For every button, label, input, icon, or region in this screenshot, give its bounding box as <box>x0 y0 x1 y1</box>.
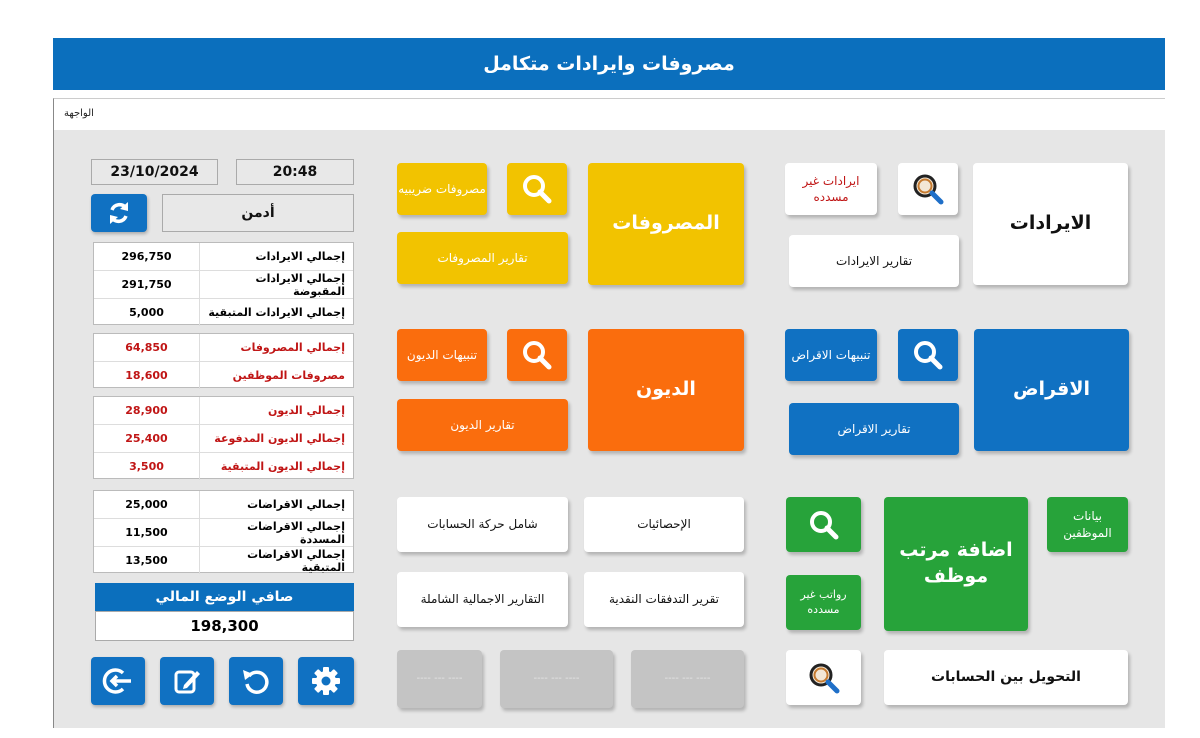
loan-alerts-button[interactable]: تنبيهات الاقراض <box>785 329 877 381</box>
debt-reports-button[interactable]: تقارير الديون <box>397 399 568 451</box>
loans-button[interactable]: الاقراض <box>974 329 1129 451</box>
expense-reports-button[interactable]: تقارير المصروفات <box>397 232 568 284</box>
search-salaries-button[interactable] <box>786 497 861 552</box>
stat-label: إجمالي المصروفات <box>240 341 345 354</box>
logout-icon <box>101 664 135 698</box>
employee-data-button[interactable]: بيانات الموظفين <box>1047 497 1128 552</box>
tab-main[interactable]: الواجهة <box>64 108 94 119</box>
add-salary-button[interactable]: اضافة مرتب موظف <box>884 497 1028 631</box>
stat-value: 25,400 <box>94 425 200 452</box>
unpaid-revenues-button[interactable]: ايرادات غير مسدده <box>785 163 877 215</box>
net-position-value: 198,300 <box>95 611 354 641</box>
revenue-stats <box>93 242 354 325</box>
search-icon <box>806 660 842 696</box>
overall-reports-button[interactable]: التقارير الاجمالية الشاملة <box>397 572 568 627</box>
edit-icon <box>171 665 203 697</box>
loan-stats <box>93 490 354 573</box>
stat-row <box>94 271 353 299</box>
debt-alerts-button[interactable]: تنبيهات الديون <box>397 329 487 381</box>
stat-label: إجمالي الاقراضات المسددة <box>247 519 345 546</box>
stat-label: إجمالي الايرادات المتبقية <box>208 306 345 319</box>
search-loans-button[interactable] <box>898 329 958 381</box>
expenses-button[interactable]: المصروفات <box>588 163 744 285</box>
stat-row <box>94 397 353 425</box>
search-revenues-button[interactable] <box>898 163 958 215</box>
debts-button[interactable]: الديون <box>588 329 744 451</box>
revenues-button[interactable]: الايرادات <box>973 163 1128 285</box>
stat-row <box>94 453 353 480</box>
stat-label: إجمالي الايرادات <box>255 250 345 263</box>
stat-row <box>94 243 353 271</box>
stat-value: 25,000 <box>94 491 200 518</box>
transfer-accounts-button[interactable]: التحويل بين الحسابات <box>884 650 1128 705</box>
stat-row <box>94 334 353 362</box>
loan-reports-button[interactable]: تقارير الاقراض <box>789 403 959 455</box>
stat-row <box>94 491 353 519</box>
stat-label: إجمالي الديون المتبقية <box>220 460 345 473</box>
stat-value: 18,600 <box>94 362 200 389</box>
gear-icon <box>309 664 343 698</box>
date-display: 23/10/2024 <box>91 159 218 185</box>
stat-label: مصروفات الموظفين <box>232 369 345 382</box>
stat-value: 296,750 <box>94 243 200 270</box>
time-display: 20:48 <box>236 159 354 185</box>
app-title-bar <box>53 38 1165 90</box>
tab-bar <box>53 98 1165 130</box>
search-icon <box>520 172 554 206</box>
stat-value: 28,900 <box>94 397 200 424</box>
tax-expenses-button[interactable]: مصروفات ضريبيه <box>397 163 487 215</box>
stat-label: إجمالي الاقراضات <box>247 498 345 511</box>
search-icon <box>520 338 554 372</box>
undo-button[interactable] <box>229 657 283 705</box>
stat-label: إجمالي الديون <box>268 404 345 417</box>
stat-value: 64,850 <box>94 334 200 361</box>
unpaid-salaries-button[interactable]: رواتب غير مسدده <box>786 575 861 630</box>
stat-label: إجمالي الايرادات المقبوضة <box>255 271 345 298</box>
net-position-label: صافي الوضع المالي <box>95 583 354 611</box>
stat-row <box>94 362 353 389</box>
search-icon <box>911 338 945 372</box>
search-expenses-button[interactable] <box>507 163 567 215</box>
expense-stats <box>93 333 354 388</box>
stat-row <box>94 299 353 326</box>
stat-label: إجمالي الديون المدفوعة <box>214 432 345 445</box>
revenue-reports-button[interactable]: تقارير الايرادات <box>789 235 959 287</box>
search-transfers-button[interactable] <box>786 650 861 705</box>
stat-value: 11,500 <box>94 519 200 546</box>
search-icon <box>910 171 946 207</box>
stat-row <box>94 547 353 574</box>
edit-button[interactable] <box>160 657 214 705</box>
stat-value: 291,750 <box>94 271 200 298</box>
logout-button[interactable] <box>91 657 145 705</box>
statistics-button[interactable]: الإحصائيات <box>584 497 744 552</box>
app-title: مصروفات وايرادات متكامل <box>483 53 735 75</box>
stat-value: 13,500 <box>94 547 200 574</box>
refresh-button[interactable] <box>91 194 147 232</box>
refresh-icon <box>104 198 134 228</box>
empty-slot: ---- --- ---- <box>500 650 613 708</box>
empty-slot: ---- --- ---- <box>397 650 482 708</box>
search-icon <box>807 508 841 542</box>
stat-row <box>94 519 353 547</box>
settings-button[interactable] <box>298 657 354 705</box>
empty-slot: ---- --- ---- <box>631 650 744 708</box>
search-debts-button[interactable] <box>507 329 567 381</box>
stat-value: 3,500 <box>94 453 200 480</box>
account-movement-button[interactable]: شامل حركة الحسابات <box>397 497 568 552</box>
current-user: أدمن <box>162 194 354 232</box>
stat-value: 5,000 <box>94 299 200 326</box>
debt-stats <box>93 396 354 479</box>
undo-icon <box>239 664 273 698</box>
stat-row <box>94 425 353 453</box>
stat-label: إجمالي الاقراضات المتبقية <box>247 547 345 574</box>
cash-flow-report-button[interactable]: تقرير التدفقات النقدية <box>584 572 744 627</box>
